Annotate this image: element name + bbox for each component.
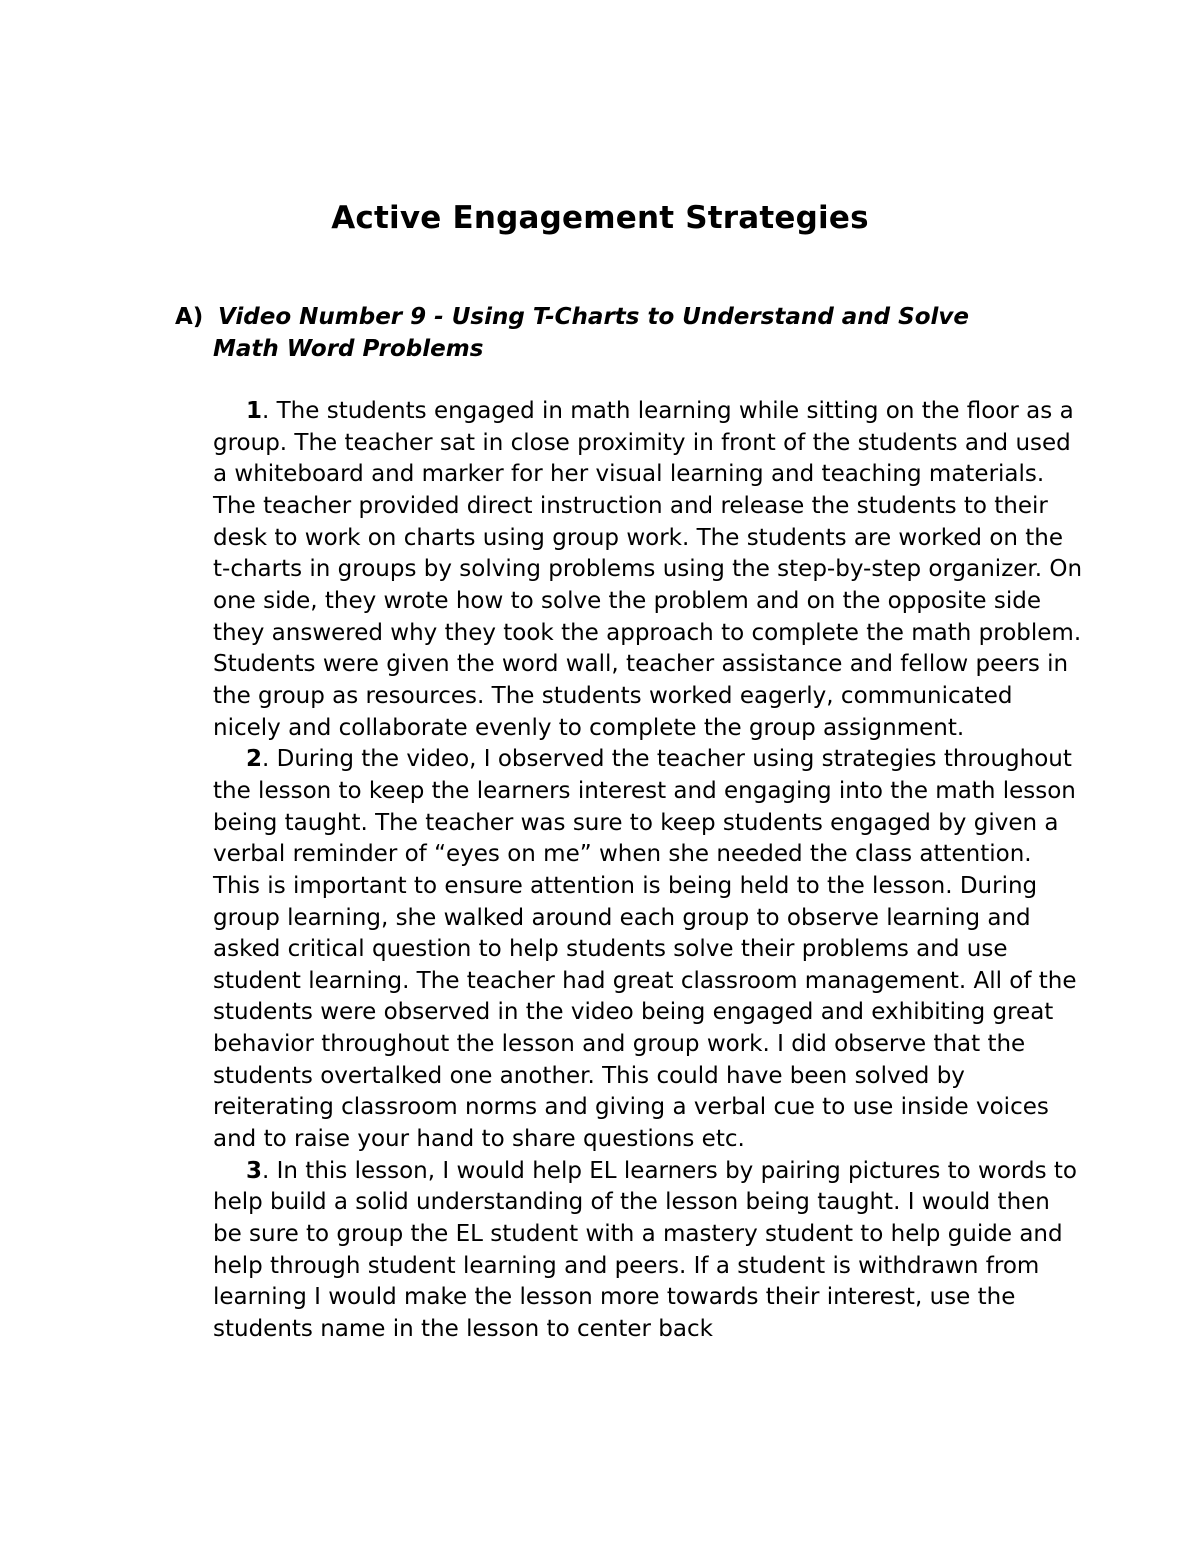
section-heading [175,302,1035,365]
paragraph-number: 2 [246,746,263,773]
paragraph-text: . In this lesson, I would help EL learners by pairing pictures to words to help build a solid understanding of the lesson being taught. I would then be sure to group the EL student with a mastery student to help guide and help through student learning and peers. If a student is withdrawn from learning I would make the lesson more towards their interest, use the students name in the lesson to center back [213,1157,1077,1343]
paragraph-number: 1 [246,398,263,424]
document-title: Active Engagement Strategies [331,200,869,236]
section-heading-line-2: Math Word Problems [213,335,484,362]
paragraph-text: . During the video, I observed the teacher using strategies throughout the lesson to keep the learners interest and engaging into the math lesson being taught. The teacher was sure to keep students engaged by given a verbal reminder of “eyes on me” when she needed the class attention. This is important to ensure attention is being held to the lesson. During group learning, she walked around each group to observe learning and asked critical question to help students solve their problems and use student learning. The teacher had great classroom management. All of the students were observed in the video being engaged and exhibiting great behavior throughout the lesson and group work. I did observe that the students overtalked one another. This could have been solved by reiterating classroom norms and giving a verbal cue to use inside voices and to raise your hand to share questions etc. [213,746,1077,1153]
paragraph-number: 3 [246,1157,263,1184]
paragraph-3 [213,1156,1083,1346]
paragraph-1 [213,396,1083,744]
paragraph-2 [213,744,1083,1156]
section-heading-line-1: Video Number 9 - Using T-Charts to Understand and Solve [218,304,969,330]
document-body [213,396,1083,1346]
paragraph-text: . The students engaged in math learning while sitting on the floor as a group. The teacher sat in close proximity in front of the students and used a whiteboard and marker for her visual learning and teaching materials. The teacher provided direct instruction and release the students to their desk to work on charts using group work. The students are worked on the t-charts in groups by solving problems using the step-by-step organizer. On one side, they wrote how to solve the problem and on the opposite side they answered why they took the approach to complete the math problem. Students were given the word wall, teacher assistance and fellow peers in the group as resources. The students worked eagerly, communicated nicely and collaborate evenly to complete the group assignment. [213,398,1083,741]
section-marker: A) [175,304,204,330]
